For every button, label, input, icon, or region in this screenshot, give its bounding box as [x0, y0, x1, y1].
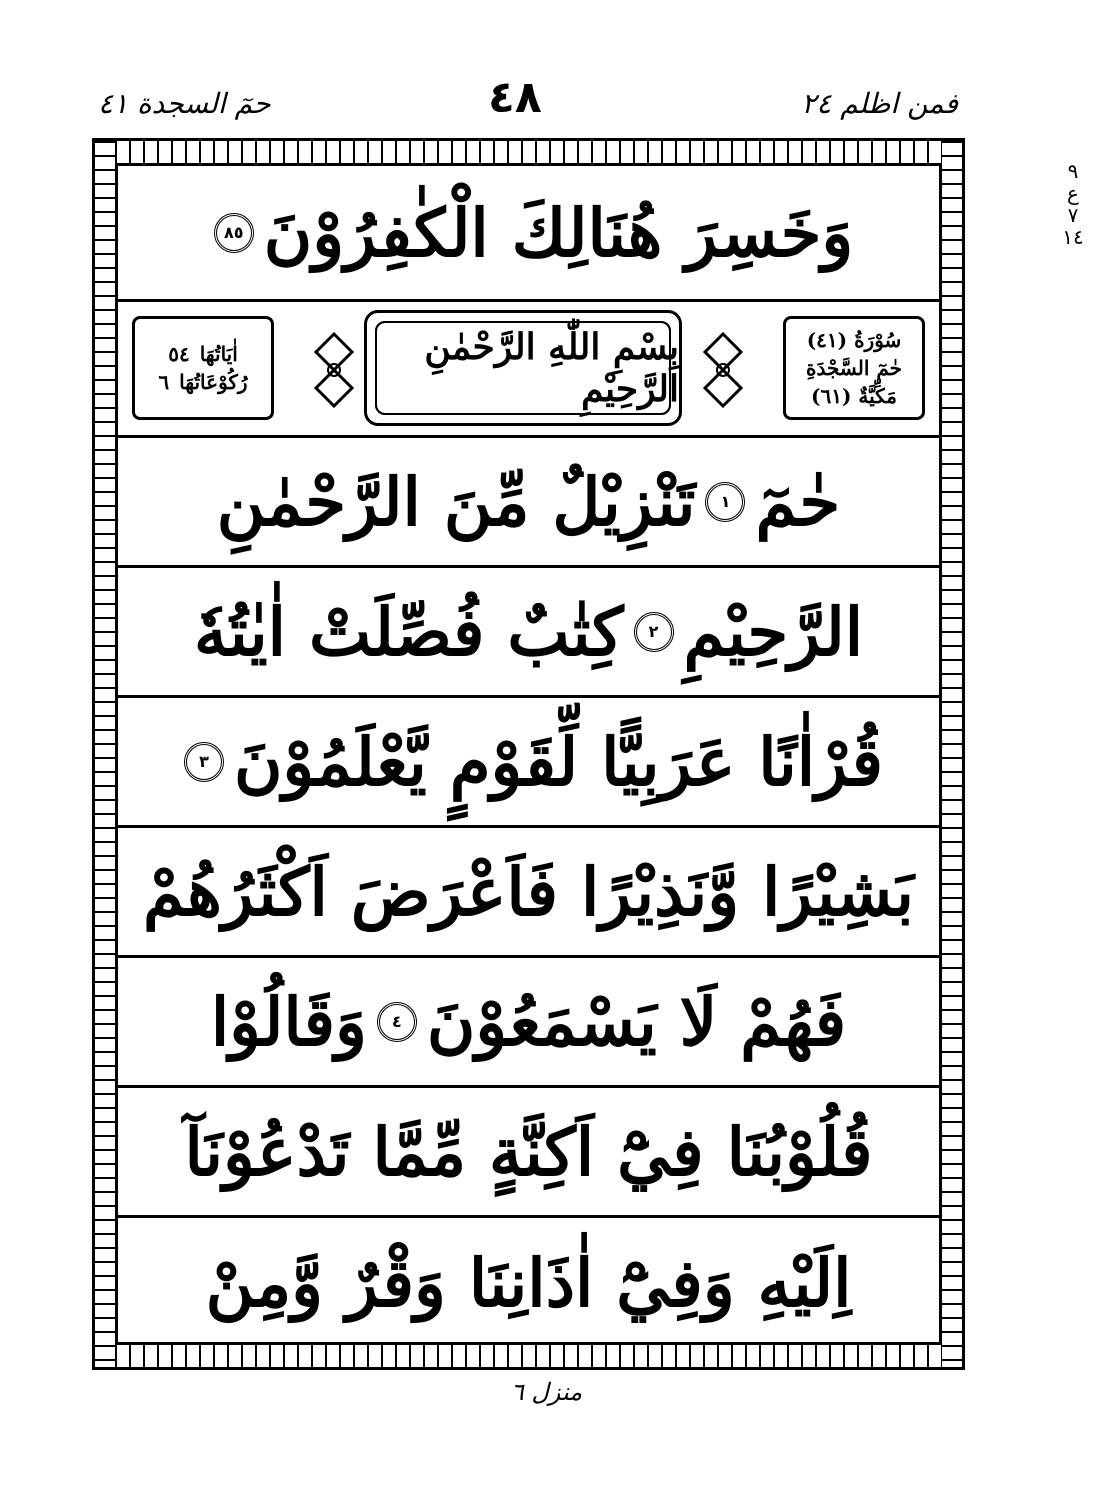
margin-note-line: ٩ — [1067, 159, 1079, 183]
verse-line — [118, 828, 939, 958]
page-header — [98, 72, 958, 128]
verse-text: قُلُوْبُنَا فِيْٓ اَكِنَّةٍ مِّمَّا تَدْعُوْنَآ — [184, 1112, 873, 1191]
knot-ornament-icon — [701, 332, 745, 408]
ruku-count: ٦ — [158, 370, 170, 394]
surah-header-banner — [118, 302, 939, 438]
verse-text: وَخَسِرَ هُنَالِكَ الْكٰفِرُوْنَ — [263, 193, 854, 272]
verse-text: تَنْزِيْلٌ مِّنَ الرَّحْمٰنِ — [216, 462, 696, 541]
knot-ornament-icon — [312, 332, 356, 408]
margin-note-line: ١٤ — [1062, 225, 1084, 249]
juz-title: فمن اظلم ٢٤ — [801, 87, 958, 120]
ornamental-border — [92, 138, 965, 1370]
verse-line — [118, 1088, 939, 1218]
verse-text: بَشِيْرًا وَّنَذِيْرًا فَاَعْرَضَ اَكْثَرُهُمْ — [143, 852, 914, 931]
verse-text: فَهُمْ لَا يَسْمَعُوْنَ — [426, 982, 847, 1061]
verse-text: اِلَيْهِ وَفِيْٓ اٰذَانِنَا وَقْرٌ وَّمِنْ — [205, 1244, 852, 1322]
text-area — [115, 163, 942, 1345]
margin-note-line: ع — [1067, 181, 1079, 205]
border-strip — [95, 141, 115, 1367]
margin-ruku-note — [1058, 160, 1088, 248]
ayah-number-marker: ٨٥ — [214, 213, 254, 253]
ruku-count-row — [158, 368, 247, 396]
verse-line — [118, 1218, 939, 1348]
verse-text: حٰمٓ — [755, 462, 841, 541]
verse-line — [118, 568, 939, 698]
bismillah-cartouche — [364, 310, 682, 426]
surah-name: حٰمٓ السَّجْدَةِ — [806, 356, 903, 380]
surah-label: سُوْرَةُ (٤١) — [806, 328, 902, 352]
verse-text: كِتٰبٌ فُصِّلَتْ اٰيٰتُهٗ — [193, 592, 624, 671]
verse-line — [118, 166, 939, 302]
surah-title: حمٓ السجدة ٤١ — [98, 87, 271, 120]
verse-text: الرَّحِيْمِ — [683, 592, 864, 671]
ayah-number-marker: ١ — [705, 482, 745, 522]
surah-type: مَكِّيَّةٌ (٦١) — [811, 384, 897, 408]
verse-line — [118, 698, 939, 828]
ayat-count-row — [168, 340, 238, 368]
verse-line — [118, 958, 939, 1088]
ayah-number-marker: ٣ — [184, 742, 224, 782]
verse-text: وَقَالُوْا — [210, 982, 367, 1061]
border-strip — [942, 141, 962, 1367]
ayat-count: ٥٤ — [168, 342, 190, 366]
page-number: ٤٨ — [488, 72, 542, 123]
surah-info-box — [783, 316, 925, 420]
verse-text: قُرْاٰنًا عَرَبِيًّا لِّقَوْمٍ يَّعْلَمُوْنَ — [233, 722, 884, 801]
manzil-footer: منزل ٦ — [510, 1378, 583, 1406]
ayat-ruku-box — [132, 316, 274, 420]
ayah-number-marker: ٢ — [634, 612, 674, 652]
margin-note-line: ٧ — [1067, 203, 1079, 227]
ruku-label: رُكُوْعَاتُهَا — [179, 370, 248, 394]
ayat-label: اٰيَاتُهَا — [199, 342, 238, 366]
bismillah-text: بِسْمِ اللّٰهِ الرَّحْمٰنِ الرَّحِيْمِ — [424, 326, 679, 410]
verse-line — [118, 438, 939, 568]
ayah-number-marker: ٤ — [377, 1002, 417, 1042]
